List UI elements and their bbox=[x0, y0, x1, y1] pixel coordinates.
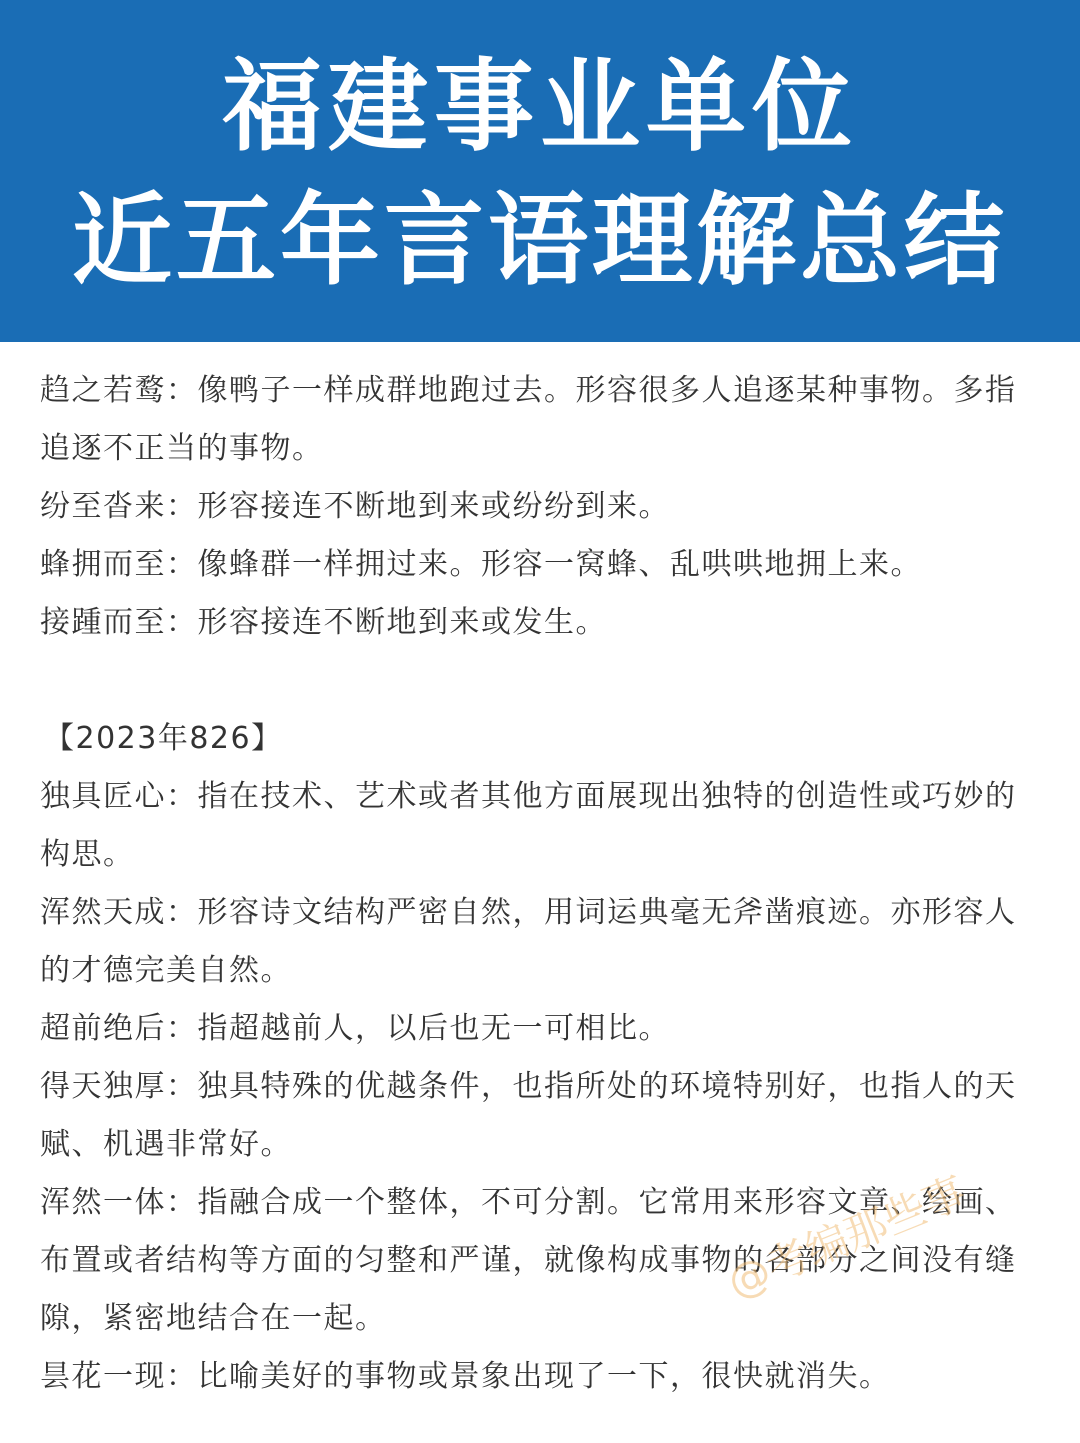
watermark: @考编那些事 bbox=[720, 1167, 973, 1308]
title-line-1: 福建事业单位 bbox=[222, 48, 858, 165]
section-spacer bbox=[40, 652, 1045, 710]
entry-jiezhongerzhi: 接踵而至：形容接连不断地到来或发生。 bbox=[40, 605, 607, 640]
entry-chaoqianjuehou: 超前绝后：指超越前人，以后也无一可相比。 bbox=[40, 1011, 670, 1046]
entry-fenzhitalai: 纷至沓来：形容接连不断地到来或纷纷到来。 bbox=[40, 489, 670, 524]
entry-quzhiruowu: 趋之若鹜：像鸭子一样成群地跑过去。形容很多人追逐某种事物。多指追逐不正当的事物。 bbox=[40, 373, 1017, 466]
entry-hunranyiti: 浑然一体：指融合成一个整体，不可分割。它常用来形容文章、绘画、布置或者结构等方面的匀整和严谨，就像构成事物的各部分之间没有缝隙，紧密地结合在一起。 bbox=[40, 1185, 1017, 1336]
entry-hunrantiancheng: 浑然天成：形容诗文结构严密自然，用词运典毫无斧凿痕迹。亦形容人的才德完美自然。 bbox=[40, 895, 1017, 988]
entry-dujujiangxin: 独具匠心：指在技术、艺术或者其他方面展现出独特的创造性或巧妙的构思。 bbox=[40, 779, 1017, 872]
content-body bbox=[40, 362, 1045, 1406]
section-title-2023-826: 【2023年826】 bbox=[44, 721, 283, 756]
entry-tanhuayixian: 昙花一现：比喻美好的事物或景象出现了一下，很快就消失。 bbox=[40, 1359, 891, 1394]
title-line-2: 近五年言语理解总结 bbox=[72, 182, 1008, 299]
entry-fengyongerzhi: 蜂拥而至：像蜂群一样拥过来。形容一窝蜂、乱哄哄地拥上来。 bbox=[40, 547, 922, 582]
title-banner bbox=[0, 0, 1080, 342]
entry-detianduhou: 得天独厚：独具特殊的优越条件，也指所处的环境特别好，也指人的天赋、机遇非常好。 bbox=[40, 1069, 1017, 1162]
